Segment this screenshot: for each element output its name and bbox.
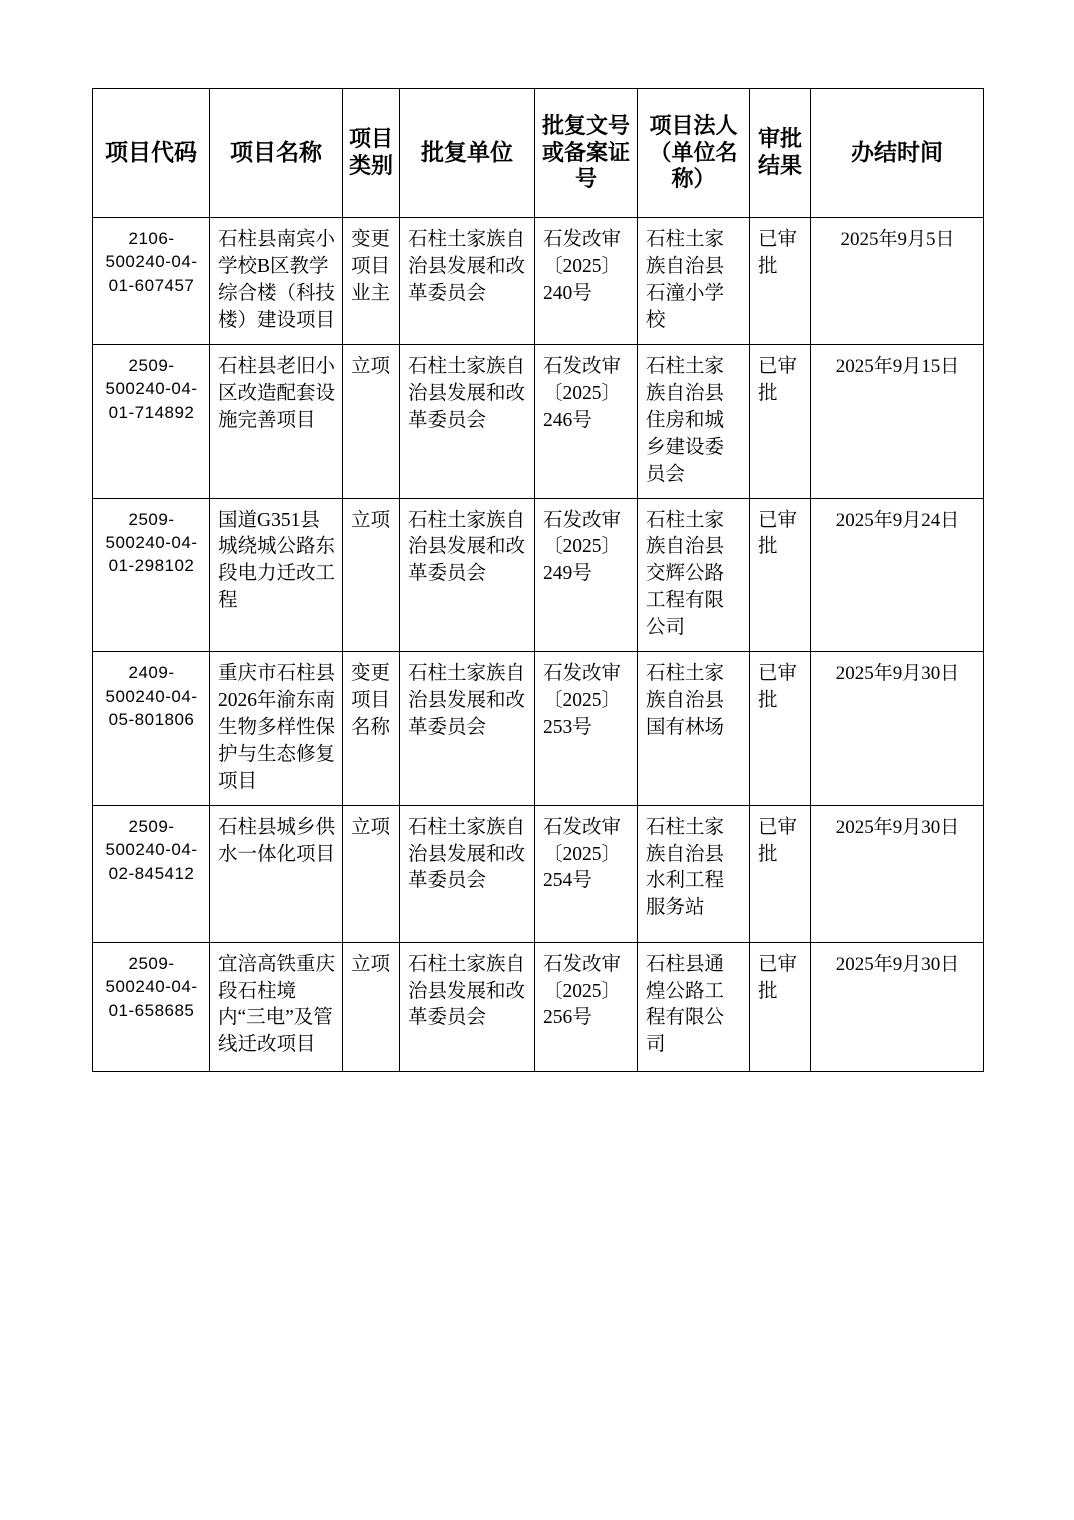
- cell-approval-result: 已审批: [750, 942, 811, 1071]
- table-row: [93, 345, 984, 499]
- cell-project-code: 2106-500240-04-01-607457: [93, 218, 210, 345]
- header-doc-number: 批复文号或备案证号: [535, 89, 638, 218]
- cell-approval-unit: 石柱土家族自治县发展和改革委员会: [400, 652, 535, 806]
- cell-project-name: 国道G351县城绕城公路东段电力迁改工程: [210, 498, 343, 652]
- cell-project-type: 变更项目业主: [343, 218, 400, 345]
- header-approval-unit: 批复单位: [400, 89, 535, 218]
- cell-project-type: 变更项目名称: [343, 652, 400, 806]
- cell-project-type: 立项: [343, 498, 400, 652]
- cell-project-code: 2509-500240-04-01-298102: [93, 498, 210, 652]
- cell-project-name: 重庆市石柱县2026年渝东南生物多样性保护与生态修复项目: [210, 652, 343, 806]
- table-row: [93, 652, 984, 806]
- cell-doc-number: 石发改审〔2025〕246号: [535, 345, 638, 499]
- header-completion-date: 办结时间: [811, 89, 984, 218]
- cell-completion-date: 2025年9月30日: [811, 805, 984, 942]
- cell-project-name: 宜涪高铁重庆段石柱境内“三电”及管线迁改项目: [210, 942, 343, 1071]
- cell-approval-result: 已审批: [750, 805, 811, 942]
- table-row: [93, 218, 984, 345]
- cell-completion-date: 2025年9月30日: [811, 652, 984, 806]
- cell-approval-unit: 石柱土家族自治县发展和改革委员会: [400, 498, 535, 652]
- cell-completion-date: 2025年9月5日: [811, 218, 984, 345]
- cell-doc-number: 石发改审〔2025〕253号: [535, 652, 638, 806]
- cell-doc-number: 石发改审〔2025〕240号: [535, 218, 638, 345]
- cell-doc-number: 石发改审〔2025〕249号: [535, 498, 638, 652]
- cell-completion-date: 2025年9月30日: [811, 942, 984, 1071]
- cell-project-name: 石柱县老旧小区改造配套设施完善项目: [210, 345, 343, 499]
- header-approval-result: 审批结果: [750, 89, 811, 218]
- header-project-code: 项目代码: [93, 89, 210, 218]
- cell-approval-result: 已审批: [750, 218, 811, 345]
- cell-project-type: 立项: [343, 805, 400, 942]
- cell-legal-entity: 石柱土家族自治县国有林场: [638, 652, 750, 806]
- cell-doc-number: 石发改审〔2025〕254号: [535, 805, 638, 942]
- cell-approval-result: 已审批: [750, 345, 811, 499]
- cell-legal-entity: 石柱土家族自治县住房和城乡建设委员会: [638, 345, 750, 499]
- header-project-name: 项目名称: [210, 89, 343, 218]
- approval-table-container: [92, 88, 983, 1072]
- cell-legal-entity: 石柱县通煌公路工程有限公司: [638, 942, 750, 1071]
- cell-project-type: 立项: [343, 942, 400, 1071]
- cell-completion-date: 2025年9月24日: [811, 498, 984, 652]
- cell-legal-entity: 石柱土家族自治县水利工程服务站: [638, 805, 750, 942]
- cell-legal-entity: 石柱土家族自治县石潼小学校: [638, 218, 750, 345]
- cell-approval-result: 已审批: [750, 652, 811, 806]
- cell-project-code: 2509-500240-04-01-658685: [93, 942, 210, 1071]
- table-header-row: [93, 89, 984, 218]
- header-project-type: 项目类别: [343, 89, 400, 218]
- table-row: [93, 942, 984, 1071]
- cell-project-name: 石柱县城乡供水一体化项目: [210, 805, 343, 942]
- cell-completion-date: 2025年9月15日: [811, 345, 984, 499]
- cell-project-code: 2409-500240-04-05-801806: [93, 652, 210, 806]
- project-approval-table: [92, 88, 984, 1072]
- header-legal-entity: 项目法人（单位名称）: [638, 89, 750, 218]
- cell-project-type: 立项: [343, 345, 400, 499]
- cell-project-code: 2509-500240-04-02-845412: [93, 805, 210, 942]
- cell-approval-unit: 石柱土家族自治县发展和改革委员会: [400, 805, 535, 942]
- cell-approval-unit: 石柱土家族自治县发展和改革委员会: [400, 942, 535, 1071]
- cell-approval-unit: 石柱土家族自治县发展和改革委员会: [400, 218, 535, 345]
- cell-doc-number: 石发改审〔2025〕256号: [535, 942, 638, 1071]
- cell-approval-unit: 石柱土家族自治县发展和改革委员会: [400, 345, 535, 499]
- cell-legal-entity: 石柱土家族自治县交辉公路工程有限公司: [638, 498, 750, 652]
- table-row: [93, 498, 984, 652]
- table-row: [93, 805, 984, 942]
- cell-approval-result: 已审批: [750, 498, 811, 652]
- cell-project-code: 2509-500240-04-01-714892: [93, 345, 210, 499]
- cell-project-name: 石柱县南宾小学校B区教学综合楼（科技楼）建设项目: [210, 218, 343, 345]
